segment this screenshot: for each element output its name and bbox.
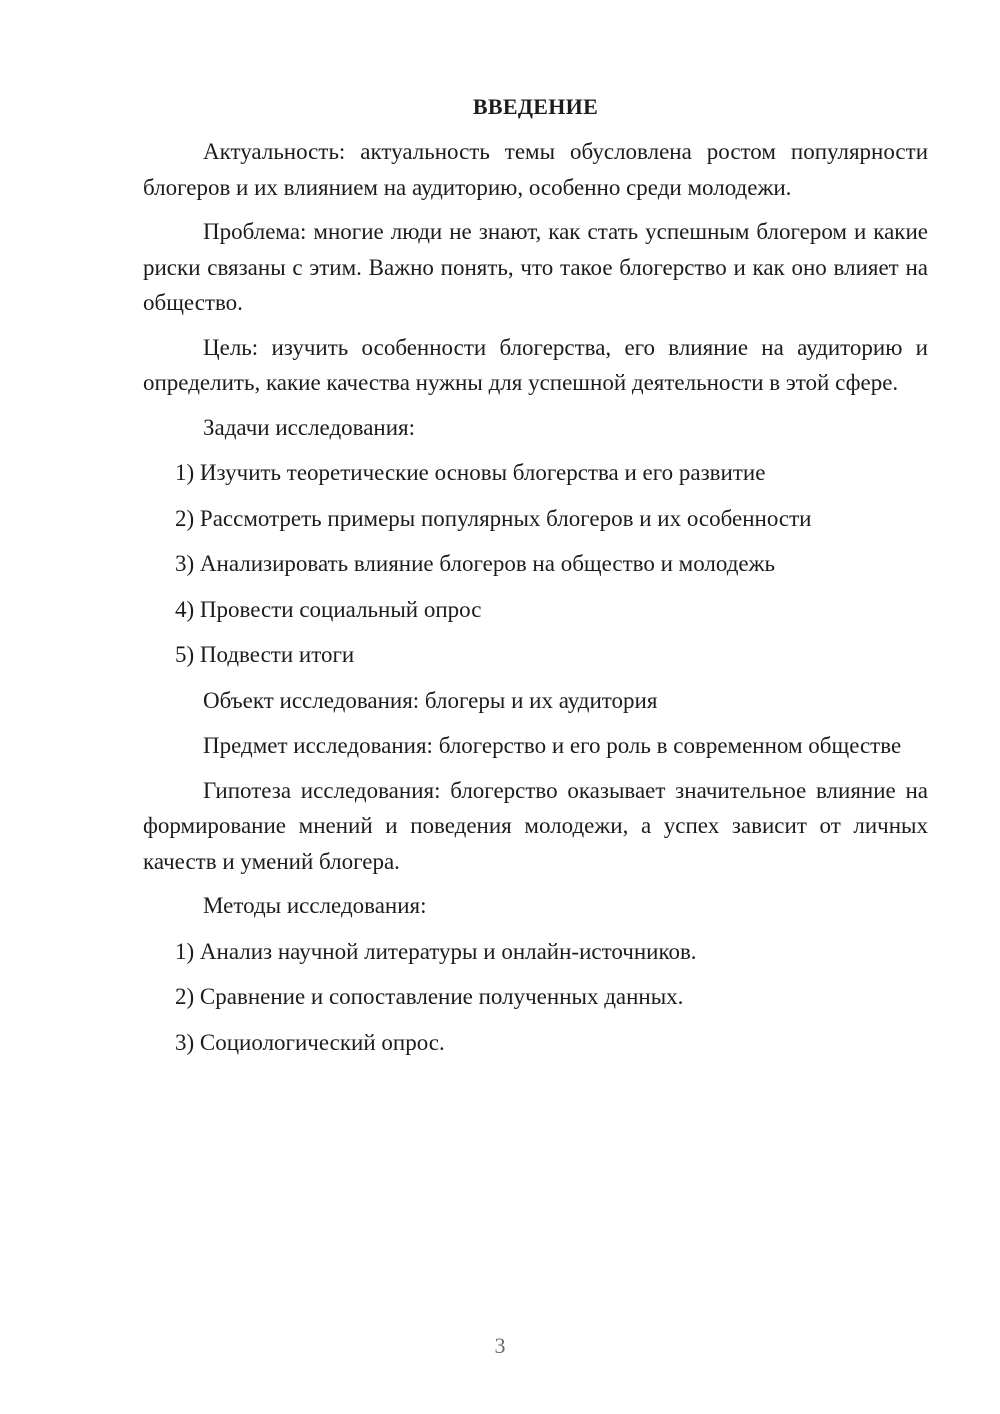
list-item: 5) Подвести итоги bbox=[175, 642, 355, 667]
object-paragraph: Объект исследования: блогеры и их аудитория bbox=[203, 687, 658, 713]
list-item: 4) Провести социальный опрос bbox=[175, 596, 482, 622]
list-item: 1) Изучить теоретические основы блогерства и его развитие bbox=[175, 460, 766, 485]
list-item: 3) Социологический опрос. bbox=[175, 1029, 445, 1055]
goal-paragraph: Цель: изучить особенности блогерства, его влияние на аудиторию и определить, какие качества нужны для успешной деятельности в этой сфере. bbox=[143, 334, 928, 395]
list-item: 3) Анализировать влияние блогеров на общество и молодежь bbox=[175, 551, 776, 576]
subject-paragraph: Предмет исследования: блогерство и его роль в современном обществе bbox=[203, 733, 902, 758]
page-number: 3 bbox=[494, 1333, 506, 1358]
list-item: 2) Сравнение и сопоставление полученных данных. bbox=[175, 984, 684, 1009]
problem-paragraph: Проблема: многие люди не знают, как стать успешным блогером и какие риски связаны с этим. Важно понять, что такое блогерство и как оно влияет на общество. bbox=[143, 219, 928, 315]
tasks-heading: Задачи исследования: bbox=[203, 414, 416, 440]
list-item: 2) Рассмотреть примеры популярных блогеров и их особенности bbox=[175, 505, 812, 531]
methods-list bbox=[143, 934, 928, 1061]
document-page bbox=[143, 92, 928, 1070]
tasks-list bbox=[143, 455, 928, 673]
relevance-paragraph: Актуальность: актуальность темы обусловлена ростом популярности блогеров и их влиянием на аудиторию, особенно среди молодежи. bbox=[143, 139, 928, 200]
methods-heading: Методы исследования: bbox=[203, 893, 427, 918]
list-item: 1) Анализ научной литературы и онлайн-источников. bbox=[175, 938, 697, 964]
page-title: ВВЕДЕНИЕ bbox=[472, 94, 599, 119]
hypothesis-paragraph: Гипотеза исследования: блогерство оказывает значительное влияние на формирование мнений и поведения молодежи, а успех зависит от личных качеств и умений блогера. bbox=[143, 777, 928, 874]
